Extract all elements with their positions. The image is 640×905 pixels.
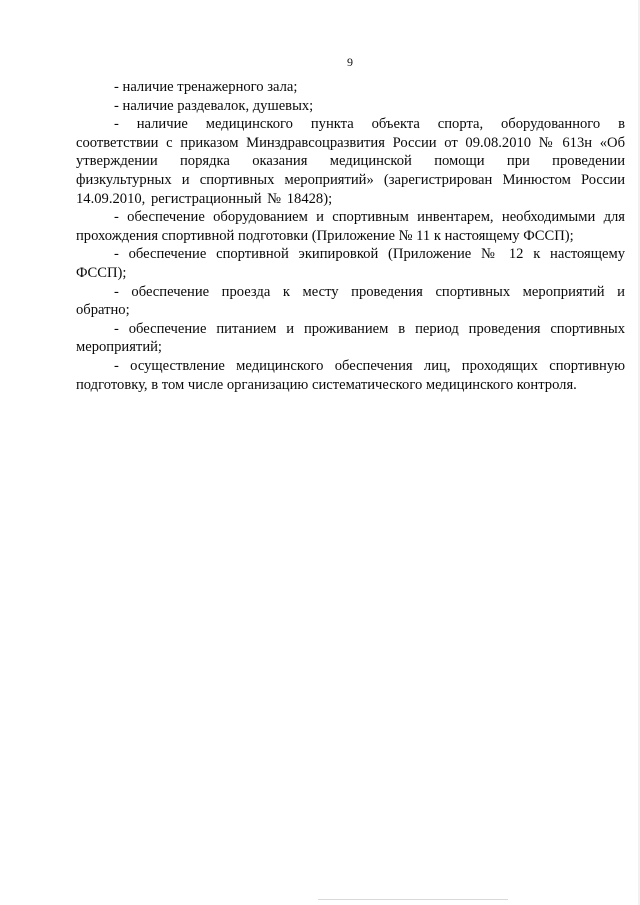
paragraph-medical-point: - наличие медицинского пункта объекта спорта, оборудованного в соответствии с приказом Минздравсоцразвития России от 09.08.2010 № 613н «Об утверждении порядка оказания медицинской помощи при проведении физкультурных и спортивных мероприятий» (зарегистрирован Минюстом России 14.09.2010, регистрационный № 18428); — [76, 116, 625, 207]
scan-artifact-line — [318, 899, 508, 900]
paragraph-sports-gear: - обеспечение спортивной экипировкой (Приложение № 12 к настоящему ФССП); — [76, 246, 625, 281]
paragraph-food-lodging: - обеспечение питанием и проживанием в период проведения спортивных мероприятий; — [76, 320, 625, 356]
paragraph-travel: - обеспечение проезда к месту проведения спортивных мероприятий и обратно; — [76, 283, 625, 319]
paragraph-medical-support: - осуществление медицинского обеспечения лиц, проходящих спортивную подготовку, в том числе организацию систематического медицинского контроля. — [76, 357, 625, 393]
paragraph-gym: - наличие тренажерного зала; — [114, 79, 298, 95]
page-number: 9 — [347, 55, 353, 69]
document-body — [76, 78, 625, 394]
paragraph-equipment: - обеспечение оборудованием и спортивным инвентарем, необходимыми для прохождения спортивной подготовки (Приложение № 11 к настоящему ФССП); — [76, 209, 625, 244]
paragraph-locker-rooms: - наличие раздевалок, душевых; — [114, 97, 314, 114]
